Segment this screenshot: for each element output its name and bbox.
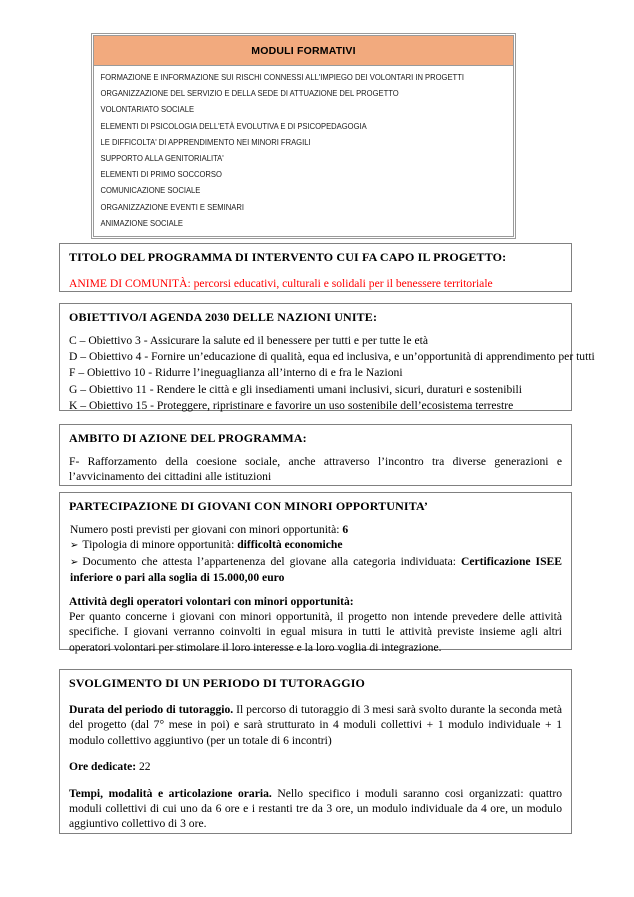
numero-posti-value: 6 xyxy=(342,523,349,536)
list-item: C – Obiettivo 3 - Assicurare la salute ed il benessere per tutti e per tutte le età xyxy=(69,334,428,347)
tutoraggio-heading: SVOLGIMENTO DI UN PERIODO DI TUTORAGGIO xyxy=(69,676,365,690)
list-item: F – Obiettivo 10 - Ridurre l’ineguaglianza all’interno di e fra le Nazioni xyxy=(69,366,403,380)
list-item: G – Obiettivo 11 - Rendere le città e gli insediamenti umani inclusivi, sicuri, duraturi e sostenibili xyxy=(69,382,522,396)
titolo-programma-value xyxy=(69,276,562,291)
moduli-formativi-header: MODULI FORMATIVI xyxy=(93,35,514,66)
tipologia-label: Tipologia di minore opportunità: xyxy=(82,538,238,552)
documento-label: Documento che attesta l’appartenenza del giovane alla categoria individuata: xyxy=(82,554,462,568)
table-row: SUPPORTO ALLA GENITORIALITA' xyxy=(100,154,224,164)
table-row: ORGANIZZAZIONE EVENTI E SEMINARI xyxy=(100,202,244,212)
programma-sottotitolo: : percorsi educativi, culturali e solidali per il benessere territoriale xyxy=(187,277,493,290)
numero-posti-line xyxy=(69,522,562,537)
moduli-formativi-table xyxy=(91,33,516,239)
titolo-programma-section xyxy=(59,243,572,292)
tempi-modalita-body: Nello specifico i moduli saranno cosi organizzati: quattro moduli collettivi di cui uno da 6 ore e i restanti tre da 3 ore, un modulo individuale da 4 ore, un modulo aggiuntivo collettivo di 3 ore. xyxy=(69,786,562,831)
table-row: FORMAZIONE E INFORMAZIONE SUI RISCHI CONNESSI ALL'IMPIEGO DEI VOLONTARI IN PROGETTI xyxy=(100,73,464,82)
durata-tutoraggio-body: Il percorso di tutoraggio di 3 mesi sarà svolto durante la seconda metà del progetto (dal 7° mese in poi) e sarà strutturato in 4 moduli collettivi + 1 modulo individuale + 1 modulo collettivo aggiuntivo (per un totale di 6 incontri) xyxy=(69,703,562,747)
obiettivi-agenda-section xyxy=(59,303,595,412)
documento-line xyxy=(69,554,562,586)
ore-dedicate-label: Ore dedicate: xyxy=(69,760,137,774)
table-row: COMUNICAZIONE SOCIALE xyxy=(100,186,201,196)
titolo-programma-heading: TITOLO DEL PROGRAMMA DI INTERVENTO CUI FA CAPO IL PROGETTO: xyxy=(69,250,507,264)
tempi-modalita-label: Tempi, modalità e articolazione oraria. xyxy=(69,786,272,800)
partecipazione-heading: PARTECIPAZIONE DI GIOVANI CON MINORI OPPORTUNITA’ xyxy=(69,499,429,513)
table-row: ORGANIZZAZIONE DEL SERVIZIO E DELLA SEDE DI ATTUAZIONE DEL PROGETTO xyxy=(100,89,399,99)
programma-nome: ANIME DI COMUNITÀ xyxy=(69,277,188,290)
ambito-azione-heading: AMBITO DI AZIONE DEL PROGRAMMA: xyxy=(69,431,307,445)
numero-posti-label: Numero posti previsti per giovani con minori opportunità: xyxy=(70,523,343,536)
obiettivi-agenda-heading: OBIETTIVO/I AGENDA 2030 DELLE NAZIONI UNITE: xyxy=(69,310,378,324)
list-item: D – Obiettivo 4 - Fornire un’educazione di qualità, equa ed inclusiva, e un’opportunità di apprendimento per tutti xyxy=(69,350,595,364)
table-row: LE DIFFICOLTA' DI APPRENDIMENTO NEI MINORI FRAGILI xyxy=(100,137,311,147)
partecipazione-section xyxy=(59,492,572,654)
table-row: VOLONTARIATO SOCIALE xyxy=(100,105,195,115)
arrowhead-bullet-icon: ➢ xyxy=(70,540,79,552)
documento-value: Certificazione ISEE inferiore o pari alla soglia di 15.000,00 euro xyxy=(70,554,562,585)
attivita-operatori-heading-text: Attività degli operatori volontari con minori opportunità: xyxy=(69,594,354,608)
attivita-operatori-heading xyxy=(69,594,562,609)
ore-dedicate-value: 22 xyxy=(136,760,151,774)
durata-tutoraggio-label: Durata del periodo di tutoraggio. xyxy=(69,703,234,716)
durata-tutoraggio-paragraph xyxy=(69,702,562,748)
table-row: ANIMAZIONE SOCIALE xyxy=(100,218,184,228)
list-item: K – Obiettivo 15 - Proteggere, ripristinare e favorire un uso sostenibile dell’ecosistema terrestre xyxy=(69,398,514,412)
ore-dedicate-line xyxy=(69,759,562,774)
ambito-azione-section xyxy=(59,424,572,486)
table-row: ELEMENTI DI PRIMO SOCCORSO xyxy=(100,170,222,180)
moduli-formativi-body xyxy=(93,66,514,237)
tipologia-value: difficoltà economiche xyxy=(237,538,343,552)
tempi-modalita-paragraph xyxy=(69,786,562,832)
tipologia-opportunita-line xyxy=(69,537,562,553)
arrowhead-bullet-icon: ➢ xyxy=(70,556,79,568)
tutoraggio-section xyxy=(59,669,572,834)
attivita-operatori-body: Per quanto concerne i giovani con minori opportunità, il progetto non intende prevedere delle attività specifiche. I giovani verranno coinvolti in egual misura in tutti le attività previste insieme agli altri operatori volontari per stimolare il loro interesse e la loro voglia di integrazione. xyxy=(69,610,562,654)
ambito-azione-body: F- Rafforzamento della coesione sociale, anche attraverso l’incontro tra diverse generazioni e l’avvicinamento dei cittadini alle istituzioni xyxy=(69,455,562,484)
table-row: ELEMENTI DI PSICOLOGIA DELL'ETÀ EVOLUTIVA E DI PSICOPEDAGOGIA xyxy=(100,121,367,131)
